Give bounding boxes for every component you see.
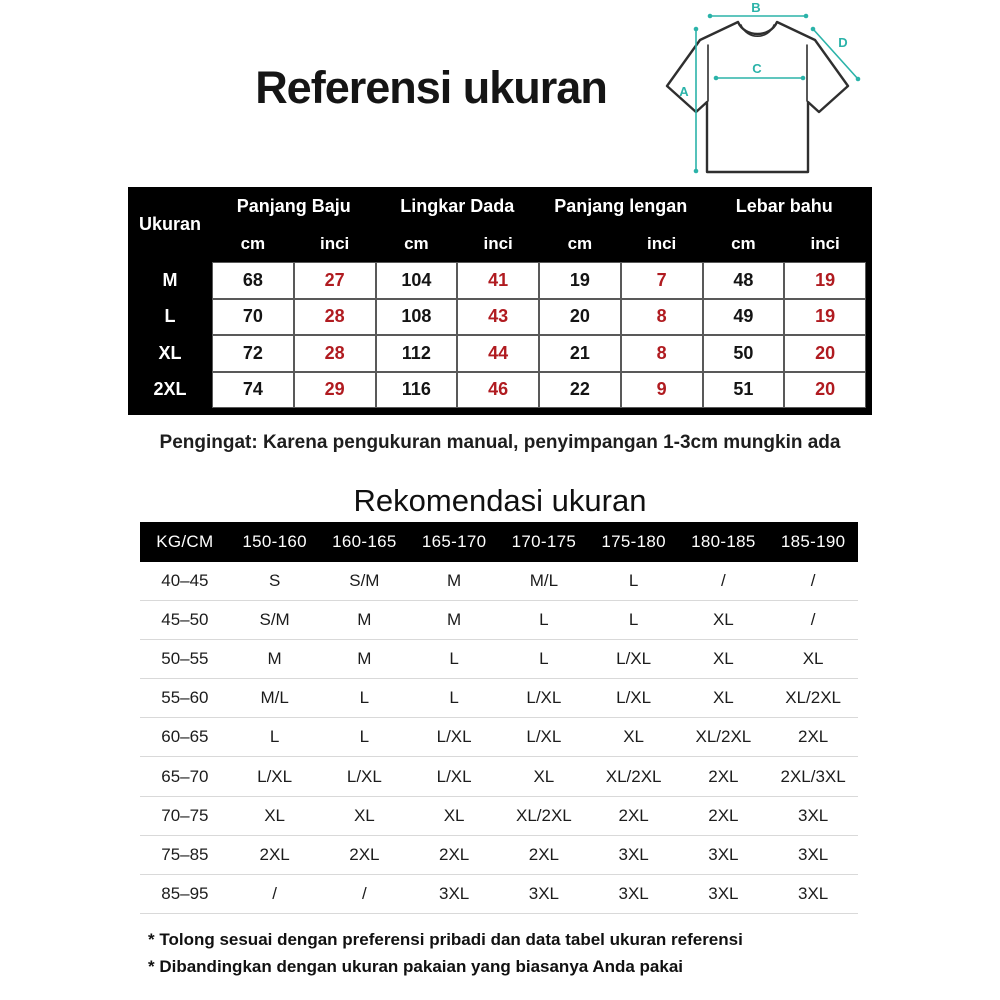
- unit-header-cm: cm: [240, 234, 266, 253]
- size-table: [128, 187, 872, 415]
- size-cell: L: [449, 649, 459, 669]
- size-cell: 20: [784, 335, 866, 372]
- header-height: 165-170: [421, 532, 487, 551]
- size-cell: 3XL: [618, 844, 649, 864]
- tshirt-outline: [667, 22, 848, 172]
- column-group-panjang-lengan: Panjang lengan: [554, 196, 688, 216]
- size-cell: 2XL: [528, 844, 559, 864]
- weight-label: 50–55: [161, 649, 209, 669]
- unit-header-cm: cm: [567, 234, 593, 253]
- size-cell: /: [810, 610, 816, 630]
- size-cell: XL/2XL: [695, 727, 752, 747]
- size-cell: 2XL: [618, 805, 649, 825]
- weight-label: 65–70: [161, 766, 209, 786]
- footnote-line: * Dibandingkan dengan ukuran pakaian yang biasanya Anda pakai: [148, 957, 684, 976]
- size-cell: M: [267, 649, 282, 669]
- footnote-line: * Tolong sesuai dengan preferensi pribadi dan data tabel ukuran referensi: [148, 930, 743, 949]
- unit-header-cm: cm: [731, 234, 756, 253]
- size-cell: 28: [294, 335, 376, 372]
- weight-label: 70–75: [161, 805, 209, 825]
- size-cell: 3XL: [528, 883, 559, 903]
- header-height: 180-185: [691, 532, 756, 551]
- size-cell: 49: [703, 299, 785, 336]
- size-cell: 50: [703, 335, 785, 372]
- unit-header-inci: inci: [483, 234, 513, 253]
- size-cell: 41: [457, 262, 539, 299]
- size-cell: 19: [784, 299, 866, 336]
- size-row-label: M: [162, 269, 178, 290]
- tshirt-measurement-diagram: [640, 0, 1000, 180]
- size-cell: XL: [443, 805, 465, 825]
- size-cell: M: [357, 649, 372, 669]
- size-cell: L/XL: [346, 766, 382, 786]
- size-cell: M: [447, 610, 462, 630]
- header-height: 170-175: [511, 532, 577, 551]
- size-cell: XL: [712, 610, 734, 630]
- size-cell: 2XL: [708, 766, 739, 786]
- size-cell: 48: [703, 262, 785, 299]
- unit-header-inci: inci: [319, 234, 350, 253]
- size-cell: 20: [784, 372, 866, 409]
- header-height: 150-160: [242, 532, 307, 551]
- size-cell: /: [721, 571, 726, 591]
- size-cell: 29: [294, 372, 376, 409]
- recommendation-table: [140, 522, 858, 914]
- size-row-label: XL: [158, 342, 182, 363]
- size-cell: 72: [212, 335, 294, 372]
- size-cell: L/XL: [257, 766, 293, 786]
- size-cell: L: [359, 688, 370, 708]
- size-cell: 19: [784, 262, 866, 299]
- size-cell: 9: [621, 372, 703, 409]
- size-cell: 74: [212, 372, 294, 409]
- measure-label-c: C: [752, 61, 762, 76]
- size-cell: M/L: [529, 571, 559, 591]
- size-cell: 44: [457, 335, 539, 372]
- size-cell: 3XL: [439, 883, 470, 903]
- size-cell: 51: [703, 372, 785, 409]
- size-cell: XL: [712, 688, 734, 708]
- size-cell: 70: [212, 299, 294, 336]
- unit-header-inci: inci: [810, 234, 840, 253]
- size-cell: 112: [376, 335, 458, 372]
- table-row: [140, 797, 858, 836]
- size-cell: 3XL: [708, 883, 739, 903]
- size-cell: XL: [264, 805, 286, 825]
- size-cell: S/M: [259, 610, 290, 630]
- measure-label-a: A: [679, 84, 689, 99]
- header-height: 175-180: [601, 532, 666, 551]
- size-cell: L/XL: [616, 649, 652, 669]
- size-cell: 3XL: [708, 844, 739, 864]
- size-cell: 20: [539, 299, 621, 336]
- size-cell: XL/2XL: [515, 805, 572, 825]
- size-cell: L: [359, 727, 370, 747]
- size-cell: M: [447, 571, 462, 591]
- table-row: [140, 757, 858, 796]
- size-cell: 2XL: [259, 844, 290, 864]
- size-cell: 7: [621, 262, 703, 299]
- size-row-label: 2XL: [153, 379, 187, 400]
- table-row: [140, 601, 858, 640]
- size-cell: 68: [212, 262, 294, 299]
- size-cell: 3XL: [798, 805, 829, 825]
- weight-label: 40–45: [161, 571, 209, 591]
- size-cell: L: [628, 571, 639, 591]
- size-cell: 2XL/3XL: [780, 766, 846, 786]
- size-cell: L: [539, 610, 549, 630]
- size-cell: XL/2XL: [785, 688, 841, 708]
- table-row: [140, 875, 858, 914]
- size-cell: 2XL: [798, 727, 829, 747]
- size-cell: 8: [621, 299, 703, 336]
- weight-label: 75–85: [161, 844, 209, 864]
- size-cell: L: [628, 610, 639, 630]
- size-cell: L/XL: [436, 766, 472, 786]
- recommendation-title: Rekomendasi ukuran: [353, 483, 647, 518]
- unit-header-inci: inci: [646, 234, 677, 253]
- recommendation-table-header: [140, 522, 858, 562]
- size-cell: 3XL: [618, 883, 649, 903]
- size-cell: /: [362, 883, 367, 903]
- measure-label-b: B: [751, 0, 761, 15]
- column-group-lingkar-dada: Lingkar Dada: [400, 196, 515, 216]
- size-cell: S: [268, 571, 281, 591]
- size-cell: L: [539, 649, 549, 669]
- size-cell: L/XL: [436, 727, 472, 747]
- size-cell: 22: [539, 372, 621, 409]
- table-row: [140, 836, 858, 875]
- size-cell: L/XL: [526, 688, 562, 708]
- footnotes: [148, 926, 743, 980]
- size-cell: XL: [623, 727, 645, 747]
- size-cell: S/M: [349, 571, 380, 591]
- size-cell: L: [269, 727, 280, 747]
- size-cell: /: [272, 883, 277, 903]
- table-row: [140, 679, 858, 718]
- table-row: [140, 640, 858, 679]
- weight-label: 45–50: [161, 610, 209, 630]
- size-cell: XL/2XL: [605, 766, 662, 786]
- size-cell: M: [357, 610, 372, 630]
- column-group-panjang-baju: Panjang Baju: [236, 196, 351, 216]
- measurement-disclaimer: Pengingat: Karena pengukuran manual, penyimpangan 1-3cm mungkin ada: [159, 432, 841, 453]
- size-cell: XL: [712, 649, 734, 669]
- column-group-lebar-bahu: Lebar bahu: [735, 196, 833, 216]
- size-cell: L/XL: [526, 727, 562, 747]
- header-kg-cm: KG/CM: [156, 532, 214, 551]
- unit-header-cm: cm: [404, 234, 429, 253]
- size-cell: XL: [353, 805, 375, 825]
- size-cell: 28: [294, 299, 376, 336]
- header-height: 185-190: [780, 532, 846, 551]
- size-cell: 2XL: [708, 805, 739, 825]
- measure-label-d: D: [838, 35, 848, 50]
- size-cell: /: [810, 571, 816, 591]
- size-cell: L/XL: [616, 688, 652, 708]
- size-cell: 116: [376, 372, 458, 409]
- table-row: [140, 562, 858, 601]
- size-cell: 3XL: [798, 883, 829, 903]
- size-cell: 2XL: [349, 844, 380, 864]
- size-cell: 46: [457, 372, 539, 409]
- size-cell: XL: [533, 766, 555, 786]
- size-table-corner-header: Ukuran: [138, 214, 201, 234]
- size-cell: 108: [376, 299, 458, 336]
- weight-label: 85–95: [161, 883, 209, 903]
- size-cell: 27: [294, 262, 376, 299]
- size-row-label: L: [164, 306, 176, 327]
- size-cell: 8: [621, 335, 703, 372]
- size-cell: L: [449, 688, 459, 708]
- size-cell: 43: [457, 299, 539, 336]
- size-cell: 2XL: [439, 844, 470, 864]
- size-cell: 19: [539, 262, 621, 299]
- weight-label: 55–60: [161, 688, 209, 708]
- page-title: Referensi ukuran: [255, 62, 607, 113]
- size-cell: XL: [802, 649, 824, 669]
- size-cell: 3XL: [798, 844, 829, 864]
- weight-label: 60–65: [161, 727, 209, 747]
- size-cell: 104: [376, 262, 458, 299]
- table-row: [140, 718, 858, 757]
- header-height: 160-165: [332, 532, 397, 551]
- size-cell: 21: [539, 335, 621, 372]
- size-cell: M/L: [260, 688, 289, 708]
